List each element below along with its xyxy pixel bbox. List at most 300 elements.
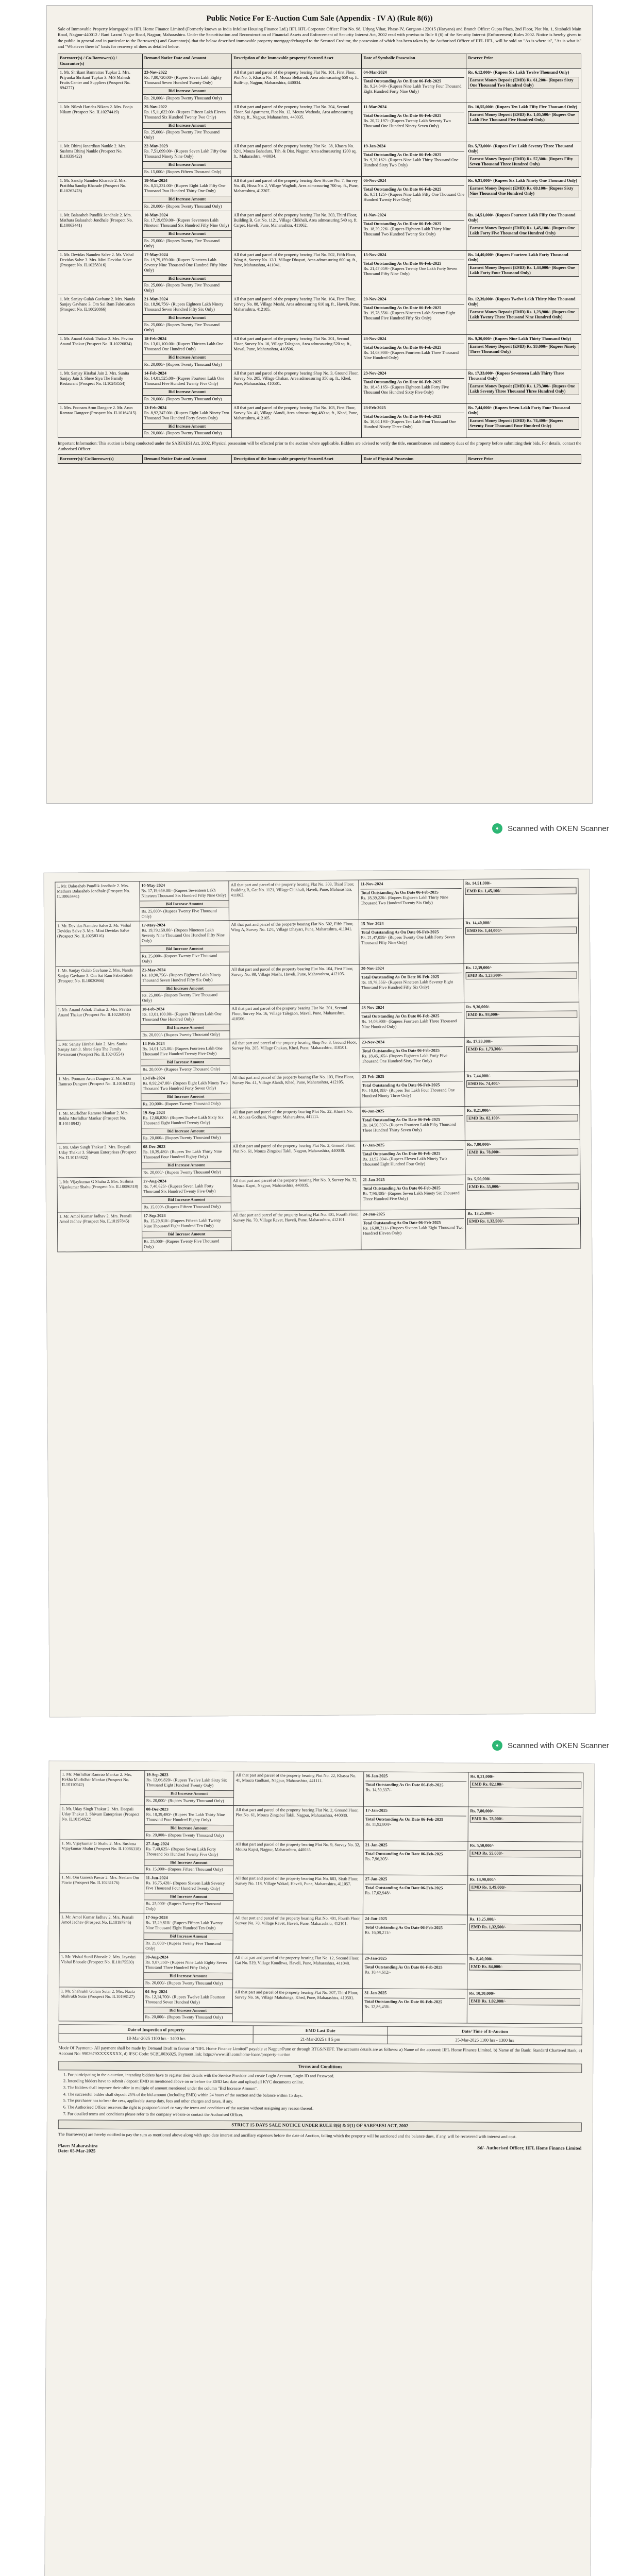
possession-cell bbox=[363, 1914, 467, 1955]
demand-amount: Rs. 15,11,622.00/- (Rupees Fifteen Lakh Eleven Thousand Six Hundred Twenty Two Only) bbox=[144, 109, 226, 120]
borrower-names: 1. Mr. Sanjay Gulab Gavhane 2. Mrs. Nanda Sanjay Gavhane 3. Om Sai Ram Fabrication (Prospect No. IL10020866) bbox=[57, 968, 133, 984]
outstanding-label: Total Outstanding As On Date 06-Feb-2025 bbox=[363, 112, 464, 118]
demand-amount: Rs. 18,90,756/- (Rupees Eighteen Lakh Ninety Thousand Seven Hundred Fifty Six Only) bbox=[142, 972, 222, 982]
bid-increase-amount: Rs. 25,000/- (Rupees Twenty Five Thousand Only) bbox=[144, 283, 220, 293]
possession-cell bbox=[362, 335, 466, 369]
property-description: All that part and parcel of the property bearing Plot No. 9, Survey No. 32, Mouza Kapsi, Nagpur, Maharashtra, 440035. bbox=[232, 1177, 358, 1189]
auction-schedule-table bbox=[59, 2025, 582, 2045]
emd-amount: EMD Rs. 55,000/- bbox=[470, 1850, 581, 1857]
property-description: All that part and parcel of the property bearing Flat No. 201, Second Floor, Survey No. 16, Village Talegaon, Area admeasuring 520 sq. ft., Maval, Pune, Maharashtra, 410506. bbox=[233, 336, 351, 352]
borrower-names: 1. Mr. Shahrukh Gulam Sutar 2. Mrs. Nazia Shahrukh Sutar (Prospect No. IL10198127) bbox=[61, 1988, 135, 1999]
emd-amount: EMD Rs. 93,000/- bbox=[466, 1011, 578, 1019]
possession-date: 20-Nov-2024 bbox=[363, 297, 386, 302]
property-description-cell bbox=[234, 1771, 364, 1806]
demand-cell bbox=[142, 177, 232, 211]
property-description-cell bbox=[232, 142, 362, 177]
borrower-cell bbox=[57, 1074, 141, 1109]
outstanding-amount: Rs. 14,03,900/- (Rupees Fourteen Lakh Three Thousand Nine Hundred Only) bbox=[361, 1019, 457, 1029]
property-description-cell bbox=[232, 250, 362, 295]
strict-sale-notice-title: STRICT 15 DAYS SALE NOTICE UNDER RULE 8(6) & 9(1) OF SARFAESI ACT, 2002 bbox=[58, 2120, 582, 2132]
outstanding-label: Total Outstanding As On Date 06-Feb-2025 bbox=[362, 1046, 463, 1054]
borrower-cell bbox=[58, 250, 143, 295]
reserve-price: Rs. 7,44,000/- bbox=[466, 1073, 491, 1078]
property-description: All that part and parcel of the property bearing Shop No. 3, Ground Floor, Survey No. 205, Village Chakan, Area admeasuring 350 sq. ft., Khed, Pune, Maharashtra, 410501. bbox=[233, 370, 359, 386]
demand-amount: Rs. 14,01,525.00/- (Rupees Fourteen Lakh One Thousand Five Hundred Twenty Five Only) bbox=[144, 376, 225, 386]
possession-cell bbox=[361, 1141, 465, 1176]
reserve-cell bbox=[465, 1105, 580, 1140]
possession-cell bbox=[362, 142, 466, 177]
strict-sale-notice-text: The Borrower(s) are hereby notified to pay the sum as mentioned above along with upto date interest and ancillary expenses before the date of Auction, failing which the property will be auctioned and the balance dues, if any, will be recovered with interest and cost. bbox=[58, 2132, 517, 2140]
demand-amount: Rs. 12,66,820/- (Rupees Twelve Lakh Sixty Six Thousand Eight Hundred Twenty Only) bbox=[146, 1777, 227, 1788]
table-row bbox=[57, 1209, 581, 1252]
emd-amount: EMD Rs. 82,100/- bbox=[467, 1114, 578, 1122]
property-description: All that part and parcel of the property bearing Flat No. 502, Fifth Floor, Wing A, Survey No. 12/1, Village Dhayari, Area admeasuring 600 sq. ft., Pune, Maharashtra, 411041. bbox=[233, 252, 357, 267]
property-description-cell bbox=[233, 1988, 363, 2023]
outstanding-label: Total Outstanding As On Date 06-Feb-2025 bbox=[362, 1149, 463, 1157]
possession-date: 24-Jan-2025 bbox=[365, 1916, 387, 1921]
emd-amount: EMD Rs. 1,23,900/- bbox=[466, 971, 577, 979]
table-row bbox=[59, 1953, 582, 1990]
borrower-names: 1. Mrs. Poonam Arun Dangore 2. Mr. Arun Ramrao Dangore (Prospect No. IL10164315) bbox=[58, 1076, 135, 1087]
demand-cell bbox=[141, 1108, 231, 1143]
bid-increase-label: Bid Increase Amount bbox=[144, 1824, 233, 1832]
possession-cell bbox=[359, 963, 464, 1004]
reserve-price: Rs. 10,55,000/- (Rupees Ten Lakh Fifty Five Thousand Only) bbox=[468, 104, 577, 109]
reserve-cell bbox=[467, 1955, 582, 1990]
outstanding-amount: Rs. 21,47,059/- (Rupees Twenty One Lakh Forty Seven Thousand Fifty Nine Only) bbox=[363, 266, 458, 276]
outstanding-amount: Rs. 21,47,059/- (Rupees Twenty One Lakh Forty Seven Thousand Fifty Nine Only) bbox=[361, 934, 455, 945]
possession-date: 11-Mar-2024 bbox=[363, 104, 387, 109]
outstanding-label: Total Outstanding As On Date 06-Feb-2025 bbox=[365, 1884, 466, 1891]
borrower-cell bbox=[59, 1953, 144, 1988]
reserve-cell bbox=[466, 211, 581, 250]
bid-increase-amount: Rs. 20,000/- (Rupees Twenty Thousand Only) bbox=[143, 1170, 221, 1175]
scanner-watermark-2 bbox=[492, 1739, 616, 1752]
demand-date: 18-Feb-2024 bbox=[144, 336, 166, 342]
table-row bbox=[56, 962, 579, 1006]
demand-date: 13-Feb-2024 bbox=[144, 405, 166, 410]
bid-increase-amount: Rs. 25,000/- (Rupees Twenty Five Thousand Only) bbox=[143, 1238, 220, 1249]
reserve-cell bbox=[466, 295, 581, 335]
possession-date: 11-Nov-2024 bbox=[363, 212, 386, 217]
borrower-cell bbox=[57, 1212, 142, 1252]
bid-increase-label: Bid Increase Amount bbox=[142, 1161, 231, 1169]
borrower-names: 1. Mr. Balasaheb Pundlik Jondhale 2. Mrs. Mathura Balasaheb Jondhale (Prospect No. IL10063441) bbox=[57, 883, 130, 899]
table-row bbox=[58, 335, 581, 369]
possession-date: 27-Jan-2025 bbox=[365, 1876, 388, 1882]
reserve-price: Rs. 17,33,000/- bbox=[466, 1039, 493, 1044]
property-description-cell bbox=[230, 1073, 361, 1108]
possession-cell bbox=[362, 250, 466, 295]
demand-amount: Rs. 8,51,231.00/- (Rupees Eight Lakh Fifty One Thousand Two Hundred Thirty One Only) bbox=[144, 183, 226, 194]
possession-date: 06-Jan-2025 bbox=[365, 1773, 388, 1778]
reserve-price: Rs. 7,80,000/- bbox=[470, 1808, 495, 1814]
bid-increase-amount: Rs. 25,000/- (Rupees Twenty Five Thousand Only) bbox=[141, 908, 217, 919]
reserve-cell bbox=[468, 1807, 583, 1842]
bid-increase-label: Bid Increase Amount bbox=[140, 900, 229, 908]
table-row bbox=[58, 211, 581, 250]
borrower-names: 1. Mr. Murlidhar Ramrao Mankar 2. Mrs. Rekha Murlidhar Mankar (Prospect No. IL10110942) bbox=[58, 1110, 129, 1126]
demand-date: 17-Sep-2024 bbox=[145, 1915, 168, 1920]
demand-date: 20-Aug-2024 bbox=[145, 1954, 169, 1960]
important-information: Important Information: This auction is being conducted under the SARFAESI Act, 2002. Physical possession will be effected prior to the auction where applicable. Bidders are advised to verify the title, encumbrances and statutory dues of the property before submitting their bids. For details, contact the Authorised Officer. bbox=[58, 441, 581, 452]
oken-scanner-icon bbox=[492, 823, 502, 834]
reserve-price: Rs. 8,21,000/- bbox=[470, 1774, 495, 1779]
bid-increase-label: Bid Increase Amount bbox=[144, 1972, 233, 1980]
table-row bbox=[57, 1105, 580, 1143]
property-description-cell bbox=[233, 1874, 363, 1914]
footer-header-demand: Demand Notice Date and Amount bbox=[142, 455, 232, 464]
bid-increase-amount: Rs. 25,000/- (Rupees Twenty Five Thousand Only) bbox=[145, 1901, 222, 1911]
footer-header-borrower: Borrower(s)/ Co-Borrower(s) bbox=[58, 455, 143, 464]
possession-date: 23-Nov-2024 bbox=[361, 1005, 384, 1010]
bid-increase-label: Bid Increase Amount bbox=[144, 1893, 233, 1901]
bid-increase-label: Bid Increase Amount bbox=[143, 122, 232, 129]
footer-header-possession: Date of Physical Possession bbox=[362, 455, 466, 464]
property-description: All that part and parcel of the property bearing Flat No. 204, Second Floor, Sai Apartment, Plot No. 12, Mouza Wathoda, Area admeasuring 820 sq. ft., Nagpur, Maharashtra, 440035. bbox=[233, 104, 353, 120]
reserve-cell bbox=[465, 1174, 580, 1209]
borrower-cell bbox=[60, 1805, 144, 1840]
demand-date: 19-Sep-2023 bbox=[146, 1772, 169, 1777]
borrower-cell bbox=[57, 1177, 142, 1212]
bid-increase-amount: Rs. 20,000/- (Rupees Twenty Thousand Only) bbox=[144, 204, 222, 209]
possession-date: 29-Jan-2025 bbox=[364, 1956, 387, 1961]
property-description: All that part and parcel of the property bearing Flat No. 201, Second Floor, Survey No. 16, Village Talegaon, Maval, Pune, Maharashtra, 410506. bbox=[231, 1005, 347, 1022]
outstanding-amount: Rs. 19,78,556/- (Rupees Nineteen Lakh Seventy Eight Thousand Five Hundred Fifty Six Only) bbox=[363, 311, 456, 321]
property-description: All that part and parcel of the property bearing Flat No. 12, Second Floor, Gat No. 519, Village Kondhwa, Haveli, Pune, Maharashtra, 411048. bbox=[234, 1955, 360, 1966]
borrower-cell bbox=[58, 177, 143, 211]
outstanding-label: Total Outstanding As On Date 06-Feb-2025 bbox=[365, 1850, 466, 1857]
demand-date: 22-May-2023 bbox=[144, 144, 168, 149]
possession-cell bbox=[362, 211, 466, 250]
scanner-label: Scanned with OKEN Scanner bbox=[508, 824, 609, 833]
demand-cell bbox=[140, 920, 229, 965]
property-description-cell bbox=[230, 1038, 360, 1074]
demand-amount: Rs. 17,19,659.00/- (Rupees Seventeen Lakh Nineteen Thousand Six Hundred Fifty Nine Only) bbox=[141, 888, 226, 899]
demand-date: 18-Mar-2024 bbox=[144, 178, 167, 183]
reserve-cell bbox=[464, 918, 579, 963]
emd-amount: EMD Rs. 1,32,500/- bbox=[467, 1217, 579, 1225]
terms-list bbox=[58, 2072, 582, 2120]
terms-item: 4. The successful bidder shall deposit 25% of the bid amount (including EMD) within 24 hours of the auction and the balance within 15 days. bbox=[68, 2092, 582, 2100]
possession-cell bbox=[359, 879, 464, 920]
reserve-cell bbox=[463, 878, 578, 919]
borrower-cell bbox=[58, 103, 143, 142]
outstanding-amount: Rs. 10,44,612/- bbox=[364, 1970, 391, 1975]
table-row bbox=[58, 403, 581, 438]
footer-header-table bbox=[58, 454, 581, 464]
auction-table-page-1 bbox=[58, 54, 581, 438]
borrower-names: 1. Mr. Murlidhar Ramrao Mankar 2. Mrs. Rekha Murlidhar Mankar (Prospect No. IL10110942) bbox=[62, 1772, 132, 1787]
property-description-cell bbox=[232, 211, 362, 250]
borrower-cell bbox=[56, 1005, 141, 1040]
property-description: All that part and parcel of the property bearing Plot No. 9, Survey No. 32, Mouza Kapsi, Nagpur, Maharashtra, 440035. bbox=[235, 1841, 360, 1852]
outstanding-amount: Rs. 9,24,849/- (Rupees Nine Lakh Twenty Four Thousand Eight Hundred Forty Nine Only) bbox=[363, 83, 462, 94]
bid-increase-label: Bid Increase Amount bbox=[140, 945, 229, 953]
borrower-names: 1. Mr. Sanjay Hirabai Jain 2. Mrs. Sunita Sanjay Jain 3. Shree Siya The Family Restaurant (Prospect No. IL10243554) bbox=[60, 370, 129, 386]
demand-cell bbox=[142, 1177, 231, 1212]
demand-cell bbox=[143, 1987, 233, 2022]
borrower-names: 1. Mr. Vijaykumar G Shahu 2. Mrs. Sushma Vijaykumar Shahu (Prospect No. IL10086318) bbox=[61, 1840, 141, 1851]
possession-cell bbox=[359, 919, 464, 964]
reserve-price: Rs. 5,50,000/- bbox=[469, 1843, 494, 1848]
reserve-price: Rs. 9,30,000/- (Rupees Nine Lakh Thirty Thousand Only) bbox=[468, 336, 571, 342]
header-possession: Date of Symbolic Possession bbox=[362, 54, 466, 69]
auction-table-page-2 bbox=[55, 878, 581, 1252]
outstanding-amount: Rs. 14,03,900/- (Rupees Fourteen Lakh Three Thousand Nine Hundred Only) bbox=[363, 350, 459, 361]
outstanding-amount: Rs. 7,96,305/- bbox=[365, 1856, 390, 1861]
outstanding-label: Total Outstanding As On Date 06-Feb-2025 bbox=[363, 77, 464, 84]
emd-amount: EMD Rs. 1,73,300/- bbox=[466, 1045, 578, 1053]
property-description: All that part and parcel of the property bearing Flat No. 502, Fifth Floor, Wing A, Survey No. 12/1, Village Dhayari, Pune, Maharashtra, 411041. bbox=[231, 921, 354, 932]
outstanding-label: Total Outstanding As On Date 06-Feb-2025 bbox=[363, 1218, 464, 1226]
property-description: All that part and parcel of the property bearing Flat No. 307, Third Floor, Survey No. 56, Village Mahalunge, Khed, Pune, Maharashtra, 410501. bbox=[234, 1989, 359, 2000]
outstanding-amount: Rs. 10,04,193/- (Rupees Ten Lakh Four Thousand One Hundred Ninety Three Only) bbox=[362, 1087, 455, 1098]
demand-date: 23-Nov-2022 bbox=[144, 70, 167, 75]
outstanding-amount: Rs. 7,96,305/- (Rupees Seven Lakh Ninety Six Thousand Three Hundred Five Only) bbox=[362, 1191, 460, 1201]
table-row bbox=[58, 103, 581, 142]
bid-increase-label: Bid Increase Amount bbox=[144, 1859, 233, 1867]
mode-of-payment: Mode Of Payment:- All payment shall be made by Demand Draft in favour of "IIFL Home Finance Limited" payable at Nagpur/Pune or through RTGS/NEFT. The accounts details are as follows: a) Name of the account: IIFL Home Finance Limited, b) Name of the Bank: Standard Chartered Bank, c) Account No: 9902679XXXXXXXX, d) IFSC Code: SCBL0036025. Payment link: https://www.iifl.com/home-loans/property-auction bbox=[58, 2045, 582, 2057]
demand-date: 04-Sep-2024 bbox=[145, 1989, 167, 1994]
demand-date: 21-May-2024 bbox=[142, 967, 166, 972]
reserve-price: Rs. 5,73,000/- (Rupees Five Lakh Seventy Three Thousand Only) bbox=[468, 144, 574, 154]
notice-intro: Sale of Immovable Property Mortgaged to IIFL Home Finance Limited (Formerly known as India Infoline Housing Finance Ltd.) IIFL HFL Corporate Office: Plot No. 98, Udyog Vihar, Phase-IV, Gurgaon-122015 (Haryana) and Branch Office: Gupta Plaza, 2nd Floor, Plot No. 1, Sitabuldi Main Road, Nagpur-440012 / Rani Laxmi Nagar Road, Nagpur, Maharashtra. Under the Securitisation and Reconstruction of Financial Assets and Enforcement of Security Interest Act, 2002 read with proviso to Rule 8 (6) of the Security Interest (Enforcement) Rules 2002. Notice is hereby given to the public in general and in particular to the Borrower(s) and Guarantor(s) that the below described immovable property mortgaged/charged to the Secured Creditor, the possession of which has been taken by the Authorised Officer of IIFL HFL, will be sold on "As is where is", "As is what is" and "Whatever there is" basis for recovery of dues as detailed below. bbox=[58, 26, 581, 49]
bid-increase-label: Bid Increase Amount bbox=[143, 88, 232, 95]
bid-increase-amount: Rs. 20,000/- (Rupees Twenty Thousand Only) bbox=[144, 396, 222, 401]
property-description-cell bbox=[231, 1210, 362, 1251]
possession-date: 06-Nov-2024 bbox=[363, 178, 386, 183]
property-description-cell bbox=[231, 1176, 361, 1211]
bid-increase-amount: Rs. 20,000/- (Rupees Twenty Thousand Only) bbox=[142, 1032, 221, 1038]
demand-date: 14-Feb-2024 bbox=[144, 370, 166, 376]
property-description: All that part and parcel of the property bearing Flat No. 103, First Floor, Survey No. 41, Village Alandi, Khed, Pune, Maharashtra, 412105. bbox=[232, 1074, 355, 1085]
demand-amount: Rs. 7,40,625/- (Rupees Seven Lakh Forty Thousand Six Hundred Twenty Five Only) bbox=[143, 1183, 216, 1194]
possession-date: 17-Jan-2025 bbox=[362, 1143, 385, 1148]
reserve-price: Rs. 8,21,000/- bbox=[466, 1108, 491, 1113]
reserve-price: Rs. 14,40,000/- (Rupees Fourteen Lakh Forty Thousand Only) bbox=[468, 252, 568, 262]
bid-increase-amount: Rs. 25,000/- (Rupees Twenty Five Thousand Only) bbox=[142, 953, 217, 963]
outstanding-amount: Rs. 11,92,804/- (Rupees Eleven Lakh Ninety Two Thousand Eight Hundred Four Only) bbox=[362, 1156, 447, 1167]
bid-increase-label: Bid Increase Amount bbox=[143, 275, 232, 282]
borrower-names: 1. Mr. Anand Ashok Thakur 2. Mrs. Pavitra Anand Thakur (Prospect No. IL10226834) bbox=[60, 336, 133, 347]
borrower-cell bbox=[58, 211, 143, 250]
borrower-names: 1. Mr. Amol Kumar Jadhav 2. Mrs. Pranali Amol Jadhav (Prospect No. IL10197845) bbox=[59, 1213, 132, 1224]
reserve-cell bbox=[466, 369, 581, 403]
property-description: All that part and parcel of the property bearing Row House No. 7, Survey No. 45, Hissa No. 2, Village Wagholi, Area admeasuring 700 sq. ft., Pune, Maharashtra, 412207. bbox=[233, 178, 359, 194]
property-description-cell bbox=[233, 1805, 363, 1840]
table-row bbox=[60, 1770, 583, 1807]
borrower-cell bbox=[60, 1839, 144, 1874]
demand-date: 17-May-2024 bbox=[141, 922, 165, 928]
scanner-label: Scanned with OKEN Scanner bbox=[508, 1741, 609, 1750]
table-row bbox=[56, 1002, 579, 1040]
emd-amount: EMD Rs. 1,44,000/- bbox=[465, 926, 577, 935]
bid-increase-amount: Rs. 25,000/- (Rupees Twenty Five Thousand Only) bbox=[144, 130, 220, 140]
possession-cell bbox=[360, 1038, 464, 1073]
property-description: All that part and parcel of the property bearing Shop No. 3, Ground Floor, Survey No. 205, Village Chakan, Khed, Pune, Maharashtra, 410501. bbox=[231, 1040, 357, 1051]
demand-cell bbox=[141, 1039, 230, 1074]
reserve-cell bbox=[464, 962, 579, 1003]
reserve-cell bbox=[465, 1071, 580, 1106]
outstanding-amount: Rs. 19,78,556/- (Rupees Nineteen Lakh Seventy Eight Thousand Five Hundred Fifty Six Only) bbox=[361, 979, 453, 990]
reserve-price: Rs. 12,39,000/- (Rupees Twelve Lakh Thirty Nine Thousand Only) bbox=[468, 297, 576, 307]
possession-date: 17-Jan-2025 bbox=[365, 1808, 388, 1813]
emd-amount: EMD Rs. 1,32,500/- bbox=[469, 1924, 581, 1931]
emd-amount: Earnest Money Deposit (EMD) Rs. 1,45,100/- (Rupees One Lakh Forty Five Thousand One Hundred Only) bbox=[468, 225, 579, 237]
reserve-cell bbox=[466, 68, 581, 103]
demand-date: 10-May-2024 bbox=[144, 212, 168, 217]
borrower-names: 1. Mr. Sandip Namdeo Kharade 2. Mrs. Pratibha Sandip Kharade (Prospect No. IL10263478) bbox=[60, 178, 127, 194]
table-body-page-1 bbox=[58, 68, 581, 438]
schedule-inspection-value: 18-Mar-2025 1100 hrs - 1400 hrs bbox=[59, 2033, 253, 2043]
scanned-page-1 bbox=[46, 5, 593, 804]
outstanding-amount: Rs. 18,45,165/- (Rupees Eighteen Lakh Forty Five Thousand One Hundred Sixty Five Only) bbox=[362, 1053, 447, 1064]
table-row bbox=[57, 1140, 580, 1178]
bid-increase-amount: Rs. 20,000/- (Rupees Twenty Thousand Only) bbox=[144, 431, 222, 436]
reserve-cell bbox=[466, 103, 581, 142]
bid-increase-label: Bid Increase Amount bbox=[143, 230, 232, 238]
emd-amount: Earnest Money Deposit (EMD) Rs. 93,000/- (Rupees Ninety Three Thousand Only) bbox=[468, 343, 579, 355]
demand-cell bbox=[143, 1953, 233, 1988]
bid-increase-amount: Rs. 20,000/- (Rupees Twenty Thousand Only) bbox=[143, 1100, 221, 1106]
possession-cell bbox=[362, 68, 466, 103]
outstanding-amount: Rs. 14,50,337/- bbox=[365, 1787, 392, 1792]
reserve-price: Rs. 13,25,000/- bbox=[469, 1917, 496, 1922]
bid-increase-label: Bid Increase Amount bbox=[142, 1196, 231, 1204]
possession-cell bbox=[360, 1106, 465, 1141]
borrower-cell bbox=[58, 295, 143, 335]
outstanding-label: Total Outstanding As On Date 06-Feb-2025 bbox=[362, 1115, 463, 1123]
table-row bbox=[55, 918, 579, 967]
possession-cell bbox=[360, 1072, 465, 1107]
demand-cell bbox=[142, 369, 232, 403]
demand-date: 08-Dec-2023 bbox=[143, 1144, 165, 1149]
emd-amount: EMD Rs. 78,000/- bbox=[470, 1815, 581, 1823]
bid-increase-amount: Rs. 25,000/- (Rupees Twenty Five Thousand Only) bbox=[142, 992, 217, 1003]
property-description: All that part and parcel of the property bearing Flat No. 303, Third Floor, Building B, Gat No. 1121, Village Chikhali, Haveli, Pune, Maharashtra, 411062. bbox=[230, 882, 355, 898]
outstanding-label: Total Outstanding As On Date 06-Feb-2025 bbox=[363, 151, 464, 158]
borrower-names: 1. Mr. Devidas Namdeo Salve 2. Mr. Vishal Devidas Salve 3. Mrs. Mini Devidas Salve (Prospect No. IL10258316) bbox=[57, 923, 131, 939]
property-description: All that part and parcel of the property bearing Flat No. 2, Ground Floor, Plot No. 61, Mouza Zingabai Takli, Nagpur, Maharashtra, 440030. bbox=[236, 1807, 359, 1818]
possession-cell bbox=[360, 1003, 464, 1038]
bid-increase-label: Bid Increase Amount bbox=[143, 196, 232, 203]
terms-item: 3. The bidders shall improve their offer in multiple of amount mentioned under the column "Bid Increase Amount". bbox=[68, 2086, 582, 2094]
emd-amount: Earnest Money Deposit (EMD) Rs. 1,73,300/- (Rupees One Lakh Seventy Three Thousand Three Hundred Only) bbox=[468, 383, 579, 395]
table-row bbox=[58, 177, 581, 211]
demand-amount: Rs. 7,40,625/- (Rupees Seven Lakh Forty Thousand Six Hundred Twenty Five Only) bbox=[146, 1846, 218, 1857]
reserve-cell bbox=[466, 250, 581, 295]
borrower-names: 1. Mr. Vishal Sunil Bhosale 2. Mrs. Jayashri Vishal Bhosale (Prospect No. IL10175530) bbox=[61, 1954, 136, 1964]
reserve-cell bbox=[466, 1209, 581, 1249]
borrower-names: 1. Mr. Dhiraj Janardhan Nankle 2. Mrs. Sushma Dhiraj Nankle (Prospect No. IL10339422) bbox=[60, 144, 127, 159]
property-description: All that part and parcel of the property bearing Flat No. 401, Fourth Floor, Survey No. 70, Village Ravet, Haveli, Pune, Maharashtra, 412101. bbox=[233, 1212, 359, 1223]
outstanding-label: Total Outstanding As On Date 06-Feb-2025 bbox=[366, 1781, 467, 1788]
property-description: All that part and parcel of the property bearing Flat No. 104, First Floor, Survey No. 88, Village Moshi, Haveli, Pune, Maharashtra, 412105. bbox=[231, 966, 354, 977]
property-description-cell bbox=[230, 1107, 361, 1142]
emd-amount: EMD Rs. 82,100/- bbox=[470, 1781, 582, 1789]
possession-cell bbox=[363, 1875, 468, 1915]
schedule-header-auction: Date/ Time of E-Auction bbox=[388, 2026, 582, 2036]
bid-increase-amount: Rs. 20,000/- (Rupees Twenty Thousand Only) bbox=[146, 1798, 224, 1803]
outstanding-label: Total Outstanding As On Date 06-Feb-2025 bbox=[365, 1815, 466, 1822]
demand-cell bbox=[142, 142, 232, 177]
demand-cell bbox=[144, 1805, 234, 1840]
possession-cell bbox=[362, 403, 466, 438]
bid-increase-label: Bid Increase Amount bbox=[143, 388, 232, 396]
reserve-price: Rs. 10,20,000/- bbox=[469, 1991, 496, 1996]
property-description-cell bbox=[233, 1914, 363, 1954]
emd-amount: Earnest Money Deposit (EMD) Rs. 69,100/- (Rupees Sixty Nine Thousand One Hundred Only) bbox=[468, 185, 579, 197]
bid-increase-amount: Rs. 20,000/- (Rupees Twenty Thousand Only) bbox=[144, 362, 222, 367]
possession-date: 19-Jan-2024 bbox=[363, 144, 386, 149]
reserve-cell bbox=[465, 1140, 580, 1175]
possession-date: 04-Mar-2024 bbox=[363, 70, 387, 75]
demand-date: 13-Feb-2024 bbox=[142, 1075, 165, 1081]
bid-increase-label: Bid Increase Amount bbox=[144, 1933, 233, 1940]
bid-increase-label: Bid Increase Amount bbox=[143, 161, 232, 168]
bid-increase-amount: Rs. 15,000/- (Rupees Fifteen Thousand Only) bbox=[146, 1867, 223, 1872]
demand-cell bbox=[144, 1839, 234, 1874]
scanned-page-3 bbox=[44, 1760, 595, 2576]
emd-amount: Earnest Money Deposit (EMD) Rs. 1,23,900/- (Rupees One Lakh Twenty Three Thousand Nine Hundred Only) bbox=[468, 309, 579, 321]
possession-cell bbox=[362, 177, 466, 211]
demand-amount: Rs. 12,14,700/- (Rupees Twelve Lakh Fourteen Thousand Seven Hundred Only) bbox=[145, 1994, 226, 2005]
property-description-cell bbox=[229, 964, 360, 1005]
property-description-cell bbox=[232, 295, 362, 335]
demand-amount: Rs. 8,92,247.00/- (Rupees Eight Lakh Ninety Two Thousand Two Hundred Forty Seven Only) bbox=[144, 410, 229, 420]
demand-amount: Rs. 13,01,100.00/- (Rupees Thirteen Lakh One Thousand One Hundred Only) bbox=[144, 342, 224, 352]
reserve-cell bbox=[466, 142, 581, 177]
bid-increase-label: Bid Increase Amount bbox=[141, 1024, 230, 1031]
reserve-price: Rs. 6,91,000/- (Rupees Six Lakh Ninety One Thousand Only) bbox=[468, 178, 577, 183]
demand-cell bbox=[142, 103, 232, 142]
possession-date: 21-Jan-2025 bbox=[365, 1842, 388, 1848]
demand-amount: Rs. 9,87,350/- (Rupees Nine Lakh Eighty Seven Thousand Three Hundred Fifty Only) bbox=[145, 1959, 227, 1970]
property-description: All that part and parcel of the property bearing Flat No. 401, Fourth Floor, Survey No. 70, Village Ravet, Haveli, Pune, Maharashtra, 412101. bbox=[235, 1916, 361, 1926]
demand-amount: Rs. 10,39,480/- (Rupees Ten Lakh Thirty Nine Thousand Four Hundred Eighty Only) bbox=[143, 1149, 222, 1160]
outstanding-amount: Rs. 16,08,211/- bbox=[365, 1930, 391, 1935]
demand-amount: Rs. 12,66,820/- (Rupees Twelve Lakh Sixty Six Thousand Eight Hundred Twenty Only) bbox=[143, 1114, 224, 1125]
demand-date: 11-Jun-2024 bbox=[145, 1875, 168, 1880]
bid-increase-label: Bid Increase Amount bbox=[145, 1790, 234, 1798]
bid-increase-amount: Rs. 15,000/- (Rupees Fifteen Thousand Only) bbox=[144, 170, 222, 175]
demand-amount: Rs. 16,75,420/- (Rupees Sixteen Lakh Seventy Five Thousand Four Hundred Twenty Only) bbox=[145, 1880, 225, 1891]
emd-amount: EMD Rs. 84,000/- bbox=[469, 1963, 581, 1971]
outstanding-amount: Rs. 9,51,125/- (Rupees Nine Lakh Fifty One Thousand One Hundred Twenty Five Only) bbox=[363, 192, 464, 202]
bid-increase-amount: Rs. 20,000/- (Rupees Twenty Thousand Only) bbox=[142, 1066, 221, 1072]
demand-date: 19-Sep-2023 bbox=[143, 1110, 165, 1115]
bid-increase-label: Bid Increase Amount bbox=[143, 423, 232, 430]
demand-cell bbox=[144, 1874, 233, 1914]
possession-cell bbox=[362, 103, 466, 142]
bid-increase-amount: Rs. 20,000/- (Rupees Twenty Thousand Only) bbox=[144, 95, 222, 100]
property-description-cell bbox=[232, 403, 362, 438]
property-description: All that part and parcel of the property bearing Flat No. 104, First Floor, Survey No. 88, Village Moshi, Area admeasuring 610 sq. ft., Haveli, Pune, Maharashtra, 412105. bbox=[233, 297, 360, 312]
demand-cell bbox=[142, 335, 232, 369]
reserve-price: Rs. 14,51,000/- bbox=[465, 880, 492, 886]
place-label: Place: Maharashtra bbox=[58, 2143, 98, 2148]
borrower-cell bbox=[59, 1873, 144, 1913]
borrower-names: 1. Mr. Sanjay Gulab Gavhane 2. Mrs. Nanda Sanjay Gavhane 3. Om Sai Ram Fabrication (Prospect No. IL10020866) bbox=[60, 297, 136, 312]
reserve-price: Rs. 14,40,000/- bbox=[465, 920, 492, 925]
demand-amount: Rs. 19,79,159.00/- (Rupees Nineteen Lakh Seventy Nine Thousand One Hundred Fifty Nine Only) bbox=[144, 257, 227, 273]
outstanding-amount: Rs. 18,45,165/- (Rupees Eighteen Lakh Forty Five Thousand One Hundred Sixty Five Only) bbox=[363, 384, 449, 395]
demand-date: 08-Dec-2023 bbox=[146, 1806, 169, 1812]
scanned-page-2 bbox=[43, 869, 595, 1717]
outstanding-label: Total Outstanding As On Date 06-Feb-2025 bbox=[363, 1184, 464, 1191]
table-body-page-2 bbox=[55, 878, 581, 1252]
